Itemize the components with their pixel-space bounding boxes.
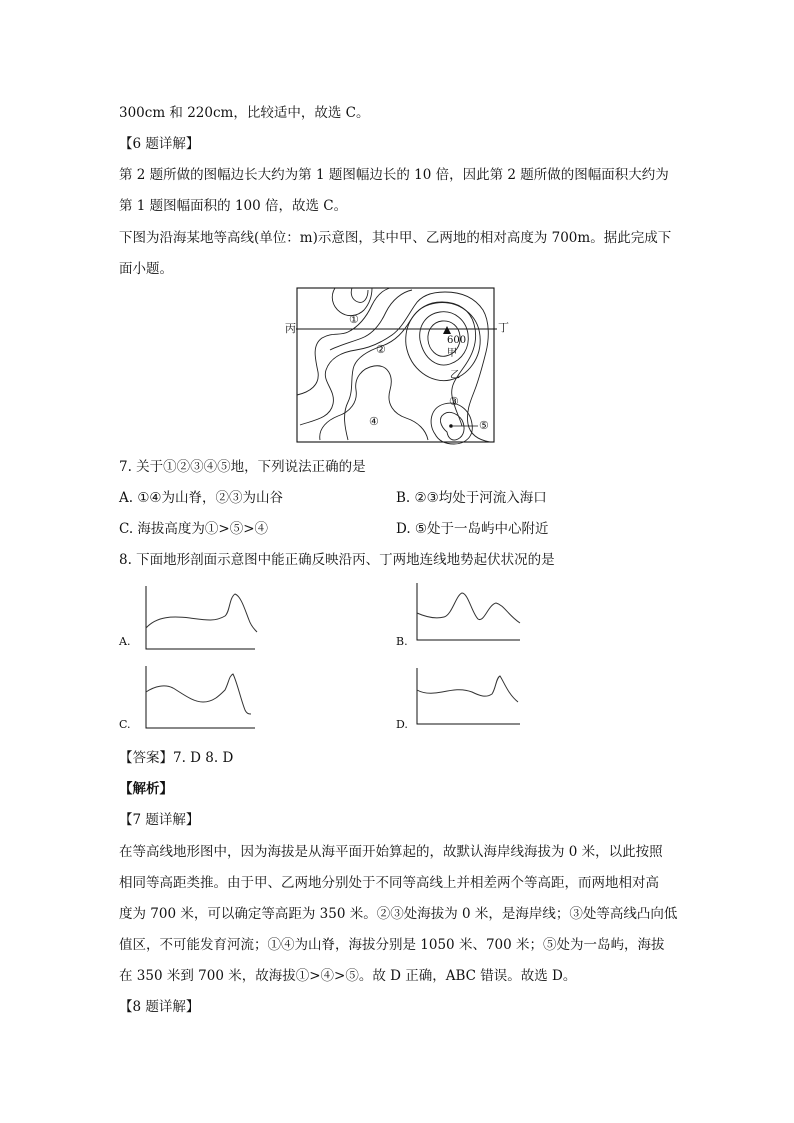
question-8-stem: 8. 下面地形剖面示意图中能正确反映沿丙、丁两地连线地势起伏状况的是 [119, 552, 555, 568]
q7-option-b: B. ②③均处于河流入海口 [396, 490, 547, 506]
profile-label-b: B. [396, 635, 408, 648]
analysis-paragraph-line: 度为 700 米，可以确定等高距为 350 米。②③处海拔为 0 米，是海岸线；③处等高线凸向低 [119, 906, 678, 922]
analysis-paragraph-line: 在 350 米到 700 米，故海拔①>④>⑤。故 D 正确，ABC 错误。故选 D。 [119, 968, 577, 984]
profile-label-d: D. [396, 718, 408, 731]
map-label-east: 丁 [498, 321, 509, 334]
detail-8-heading: 【8 题详解】 [119, 999, 200, 1015]
profile-chart-d [416, 668, 536, 738]
q7-option-a: A. ①④为山脊，②③为山谷 [119, 490, 284, 506]
map-label-west: 丙 [285, 322, 296, 335]
section-heading: 【6 题详解】 [119, 136, 200, 152]
detail-7-heading: 【7 题详解】 [119, 812, 200, 828]
profile-chart-c [145, 666, 265, 736]
q7-option-d: D. ⑤处于一岛屿中心附近 [396, 521, 549, 537]
profile-label-a: A. [119, 635, 131, 648]
map-point-1: ① [349, 313, 359, 326]
text-line: 第 1 题图幅面积的 100 倍，故选 C。 [119, 198, 348, 214]
analysis-heading: 【解析】 [119, 781, 173, 797]
answer-line: 【答案】7. D 8. D [119, 750, 234, 766]
profile-label-c: C. [119, 718, 131, 731]
map-point-3: ③ [449, 395, 459, 408]
map-point-5: ⑤ [479, 419, 489, 432]
analysis-paragraph-line: 值区，不可能发育河流；①④为山脊，海拔分别是 1050 米、700 米；⑤处为一岛屿，海拔 [119, 937, 665, 953]
analysis-paragraph-line: 在等高线地形图中，因为海拔是从海平面开始算起的，故默认海岸线海拔为 0 米，以此按照 [119, 844, 663, 860]
map-label-jia: 甲 [447, 348, 457, 359]
text-line: 面小题。 [119, 261, 173, 277]
map-point-2: ② [376, 343, 386, 356]
profile-chart-b [416, 583, 536, 653]
q7-option-c: C. 海拔高度为①>⑤>④ [119, 521, 269, 537]
profile-chart-a [145, 586, 265, 656]
text-line: 下图为沿海某地等高线(单位：m)示意图，其中甲、乙两地的相对高度为 700m。据此完成下 [119, 230, 672, 246]
map-label-yi: 乙 [450, 370, 460, 381]
text-line: 第 2 题所做的图幅边长大约为第 1 题图幅边长的 10 倍，因此第 2 题所做的图幅面积大约为 [119, 167, 669, 183]
question-7-stem: 7. 关于①②③④⑤地，下列说法正确的是 [119, 459, 366, 475]
analysis-paragraph-line: 相同等高距类推。由于甲、乙两地分别处于不同等高线上并相差两个等高距，而两地相对高 [119, 875, 659, 891]
map-point-4: ④ [369, 415, 379, 428]
text-line: 300cm 和 220cm，比较适中，故选 C。 [119, 105, 370, 121]
map-elevation-label: 600 [447, 335, 467, 346]
